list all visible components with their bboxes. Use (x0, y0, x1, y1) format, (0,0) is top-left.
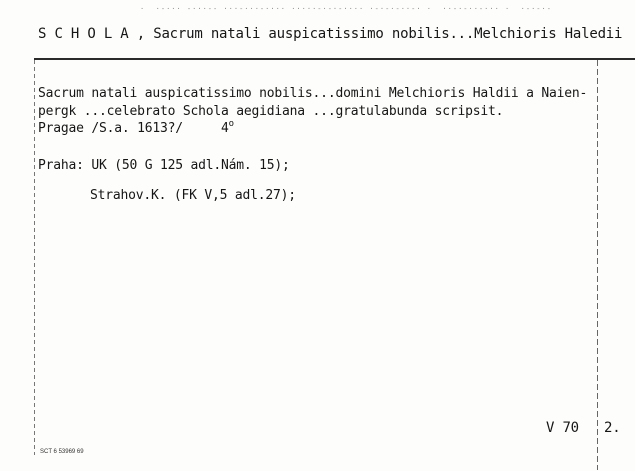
header-rule (34, 58, 635, 60)
card-number: 2. (604, 420, 621, 436)
format-superscript: o (228, 119, 234, 129)
header-keyword: S C H O L A (38, 26, 129, 42)
body-line-2: pergk ...celebrato Schola aegidiana ...gratulabunda scripsit. (38, 104, 504, 119)
card-header (38, 26, 622, 42)
printer-mark: SCT 6 53969 69 (40, 449, 84, 455)
body-line-1: Sacrum natali auspicatissimo nobilis...domini Melchioris Haldii a Naien- (38, 86, 588, 101)
holding-strahov: Strahov.K. (FK V,5 adl.27); (90, 188, 296, 203)
header-title: , Sacrum natali auspicatissimo nobilis...Melchioris Haledii (136, 26, 623, 42)
left-margin-rule (34, 60, 35, 455)
right-margin-rule (597, 60, 598, 470)
holding-praha: Praha: UK (50 G 125 adl.Nám. 15); (38, 158, 290, 173)
imprint-text: Pragae /S.a. 1613?/ 4 (38, 121, 229, 136)
top-noise-text: · ·-··· -···-- ···-···-···· ·····-·-·-···· ·-·-·-··-· · ··-·-··-··· · ·-·-·- (140, 5, 552, 13)
body-line-3 (38, 121, 234, 136)
shelfmark: V 70 (546, 420, 579, 436)
